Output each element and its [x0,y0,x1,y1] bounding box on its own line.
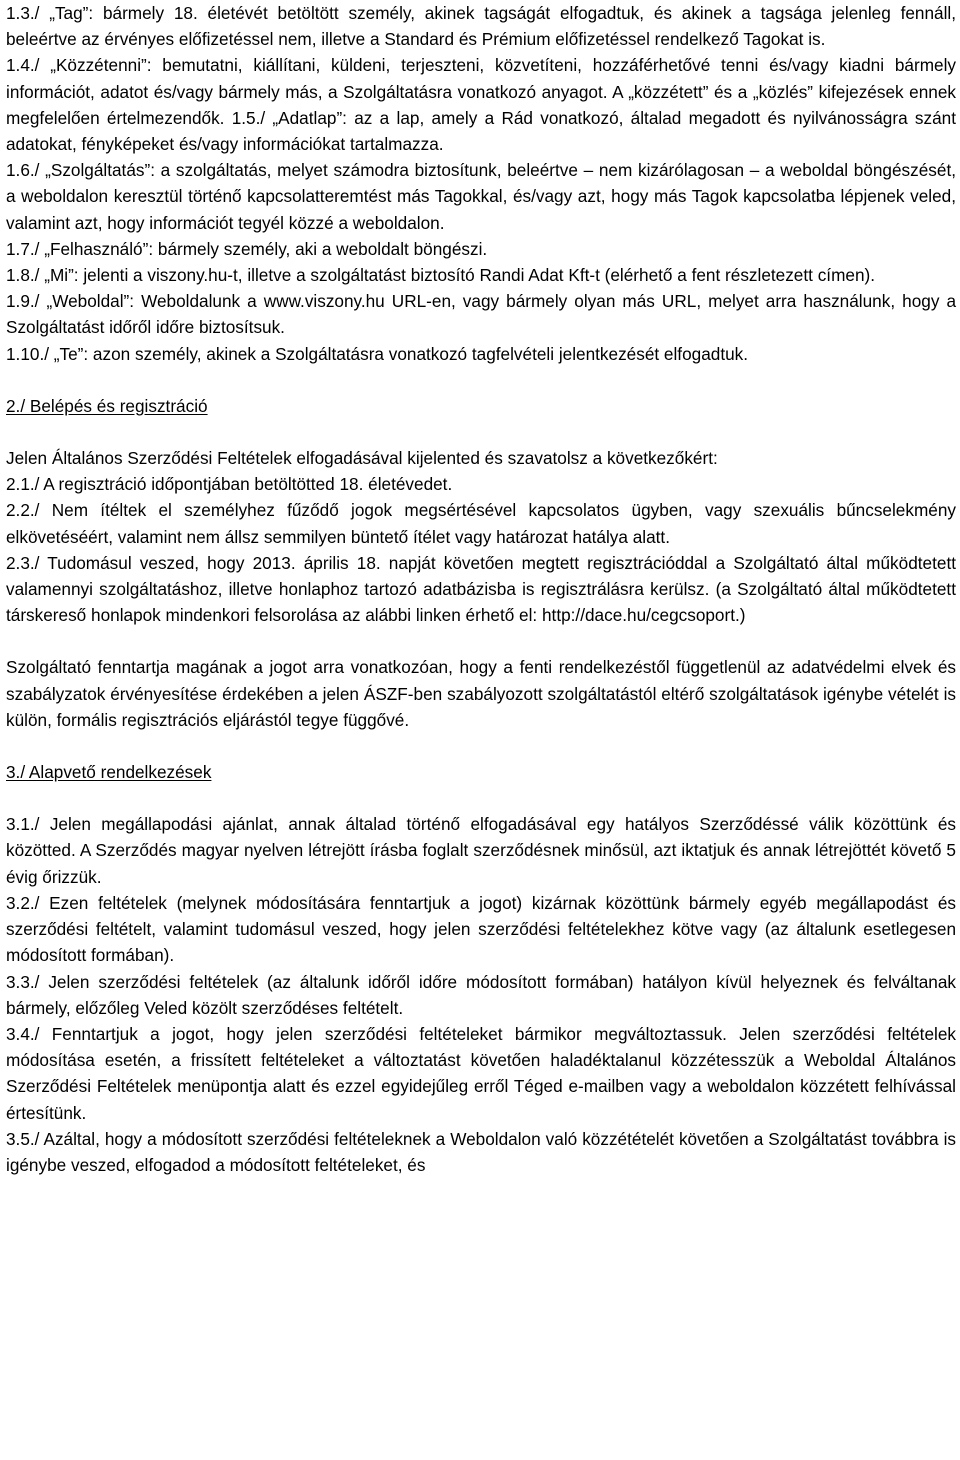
clause-2-2: 2.2./ Nem ítéltek el személyhez fűződő jogok megsértésével kapcsolatos ügyben, vagy szexuális bűncselekmény elkövetéséért, valamint nem állsz semmilyen büntető ítélet vagy határozat hatálya alatt. [6,500,956,547]
section-spacer [6,628,956,654]
definition-1-6: 1.6./ „Szolgáltatás”: a szolgáltatás, melyet számodra biztosítunk, beleértve – nem kizárólagosan – a weboldal böngészését, a weboldalon keresztül történő kapcsolatteremtést más Tagokkal, és/vagy azt, hogy más Tagok kapcsolatba lépjenek veled, valamint azt, hogy információt tegyél közzé a weboldalon. [6,160,956,233]
section-2-intro: Jelen Általános Szerződési Feltételek elfogadásával kijelented és szavatolsz a következőkért: [6,448,718,469]
clause-3-5: 3.5./ Azáltal, hogy a módosított szerződési feltételeknek a Weboldalon való közzétételét követően a Szolgáltatást továbbra is igénybe veszed, elfogadod a módosított feltételeket, és [6,1128,956,1175]
definition-1-8: 1.8./ „Mi”: jelenti a viszony.hu-t, illetve a szolgáltatást biztosító Randi Adat Kft-t (elérhető a fent részletezett címen). [6,265,875,286]
definition-1-7: 1.7./ „Felhasználó”: bármely személy, aki a weboldalt böngészi. [6,238,488,259]
section-3-heading: 3./ Alapvető rendelkezések [6,762,212,783]
definition-1-10: 1.10./ „Te”: azon személy, akinek a Szolgáltatásra vonatkozó tagfelvételi jelentkezését elfogadtuk. [6,343,749,364]
clause-3-2: 3.2./ Ezen feltételek (melynek módosítására fenntartjuk a jogot) kizárnak közöttünk bármely egyéb megállapodást és szerződési feltételt, valamint tudomásul veszed, hogy jelen szerződési feltételekhez kötve vagy (az általunk esetlegesen módosított formában). [6,892,956,966]
definition-1-4-1-5: 1.4./ „Közzétenni”: bemutatni, kiállítani, küldeni, terjeszteni, közvetíteni, hozzáférhetővé tenni és/vagy kiadni bármely információt, adatot és/vagy bármely más, a Szolgáltatásra vonatkozó anyagot. A „közzétett” és a „közlés” kifejezések ennek megfelelően értelmezendők. 1.5./ „Adatlap”: az a lap, amely a Rád vonatkozó, általad megadott és nyilvánosságra szánt adatokat, fényképeket és/vagy információkat tartalmazza. [6,55,956,155]
clause-3-4: 3.4./ Fenntartjuk a jogot, hogy jelen szerződési feltételeket bármikor megváltoztassuk. Jelen szerződési feltételek módosítása esetén, a frissített feltételeket a változtatást követően haladéktalanul közzétesszük a Weboldal Általános Szerződési Feltételek menüpontja alatt és ezzel egyidejűleg erről Téged e-mailben vagy a weboldalon közzétett felhívással értesítünk. [6,1023,956,1123]
section-2-closing: Szolgáltató fenntartja magának a jogot arra vonatkozóan, hogy a fenti rendelkezéstől függetlenül az adatvédelmi elvek és szabályzatok érvényesítése érdekében a jelen ÁSZF-ben szabályozott szolgáltatástól eltérő szolgáltatások igénybe vételét is külön, formális regisztrációs eljárástól tegye függővé. [6,657,956,730]
section-spacer [6,733,956,759]
clause-2-3: 2.3./ Tudomásul veszed, hogy 2013. április 18. napját követően megtett regisztrációddal a Szolgáltató által működtetett valamennyi szolgáltatáshoz, illetve honlaphoz tartozó adatbázisba is regisztrálásra kerülsz. (a Szolgáltató által működtetett társkereső honlapok mindenkori felsorolása az alábbi linken érhető el: http://dace.hu/cegcsoport.) [6,552,956,626]
section-spacer [6,785,956,811]
section-spacer [6,419,956,445]
clause-3-1: 3.1./ Jelen megállapodási ajánlat, annak általad történő elfogadásával egy hatályos Szerződéssé válik közöttünk és közötted. A Szerződés magyar nyelven létrejött írásba foglalt szerződésnek minősül, azt iktatjuk és annak létrejöttét követő 5 évig őrizzük. [6,814,956,887]
section-spacer [6,367,956,393]
definition-1-9: 1.9./ „Weboldal”: Weboldalunk a www.viszony.hu URL-en, vagy bármely olyan más URL, melyet arra használunk, hogy a Szolgáltatást időről időre biztosítsuk. [6,291,956,338]
clause-2-1: 2.1./ A regisztráció időpontjában betöltötted 18. életévedet. [6,474,453,495]
section-2-heading: 2./ Belépés és regisztráció [6,395,208,416]
document-page [6,0,956,1178]
clause-3-3: 3.3./ Jelen szerződési feltételek (az általunk időről időre módosított formában) hatályon kívül helyeznek és felváltanak bármely, előzőleg Veled közölt szerződéses feltételt. [6,971,956,1018]
definition-1-3: 1.3./ „Tag”: bármely 18. életévét betöltött személy, akinek tagságát elfogadtuk, és akinek a tagsága jelenleg fennáll, beleértve az érvényes előfizetéssel nem, illetve a Standard és Prémium előfizetéssel rendelkező Tagokat is. [6,3,956,50]
